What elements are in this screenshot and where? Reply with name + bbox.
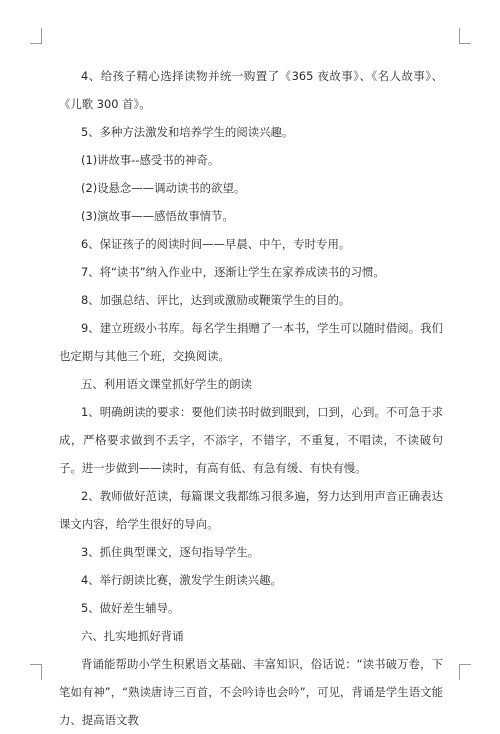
- paragraph-typical-texts: 3、抓住典型课文，逐句指导学生。: [81, 545, 260, 559]
- section-heading-reading-aloud: 五、利用语文课堂抓好学生的朗读: [81, 377, 252, 391]
- paragraph-class-library: 9、建立班级小书库。每名学生捐赠了一本书，学生可以随时借阅。我们 也定期与其他三个班，交换阅读。: [59, 321, 443, 363]
- paragraph-interest-methods: 5、多种方法激发和培养学生的阅读兴趣。: [81, 125, 294, 139]
- paragraph-reading-materials: 4、给孩子精心选择读物并统一购置了《365 夜故事》、《名人故事》、《儿歌 300 首》。: [59, 69, 443, 111]
- paragraph-recitation-benefits: 背诵能帮助小学生积累语文基础、丰富知识，俗话说：“读书破万卷，下笔如有神”，“熟读唐诗三百首，不会吟诗也会吟”，可见，背诵是学生语文能力、提高语文教: [59, 657, 443, 727]
- crop-mark-bottom-left: [30, 664, 42, 680]
- paragraph-reading-time: 6、保证孩子的阅读时间——早晨、中午，专时专用。: [81, 237, 351, 251]
- document-body: [59, 62, 443, 734]
- paragraph-reading-requirements: 1、明确朗读的要求：要他们读书时做到眼到，口到，心到。不可急于求成，严格要求做到不丢字，不添字，不错字，不重复，不唱读，不读破句子。进一步做到——读时，有高有低、有急有缓、有快有慢。: [59, 405, 443, 475]
- paragraph-suspense: (2)设悬念——调动读书的欲望。: [81, 181, 246, 195]
- paragraph-tutoring: 5、做好差生辅导。: [81, 601, 180, 615]
- paragraph-teacher-model-reading: 2、教师做好范读，每篇课文我都练习很多遍，努力达到用声音正确表达课文内容，给学生很好的导向。: [59, 489, 443, 531]
- paragraph-acting-stories: (3)演故事——感悟故事情节。: [81, 209, 234, 223]
- paragraph-reading-contest: 4、举行朗读比赛，激发学生朗读兴趣。: [81, 573, 282, 587]
- crop-mark-top-left: [30, 28, 42, 44]
- crop-mark-top-right: [459, 28, 471, 44]
- paragraph-storytelling: (1)讲故事--感受书的神奇。: [81, 153, 220, 167]
- paragraph-homework-reading: 7、将“读书”纳入作业中，逐渐让学生在家养成读书的习惯。: [81, 265, 385, 279]
- paragraph-summary-evaluation: 8、加强总结、评比，达到或激励或鞭策学生的目的。: [81, 293, 351, 307]
- crop-mark-bottom-right: [459, 664, 471, 680]
- section-heading-recitation: 六、扎实地抓好背诵: [81, 629, 184, 643]
